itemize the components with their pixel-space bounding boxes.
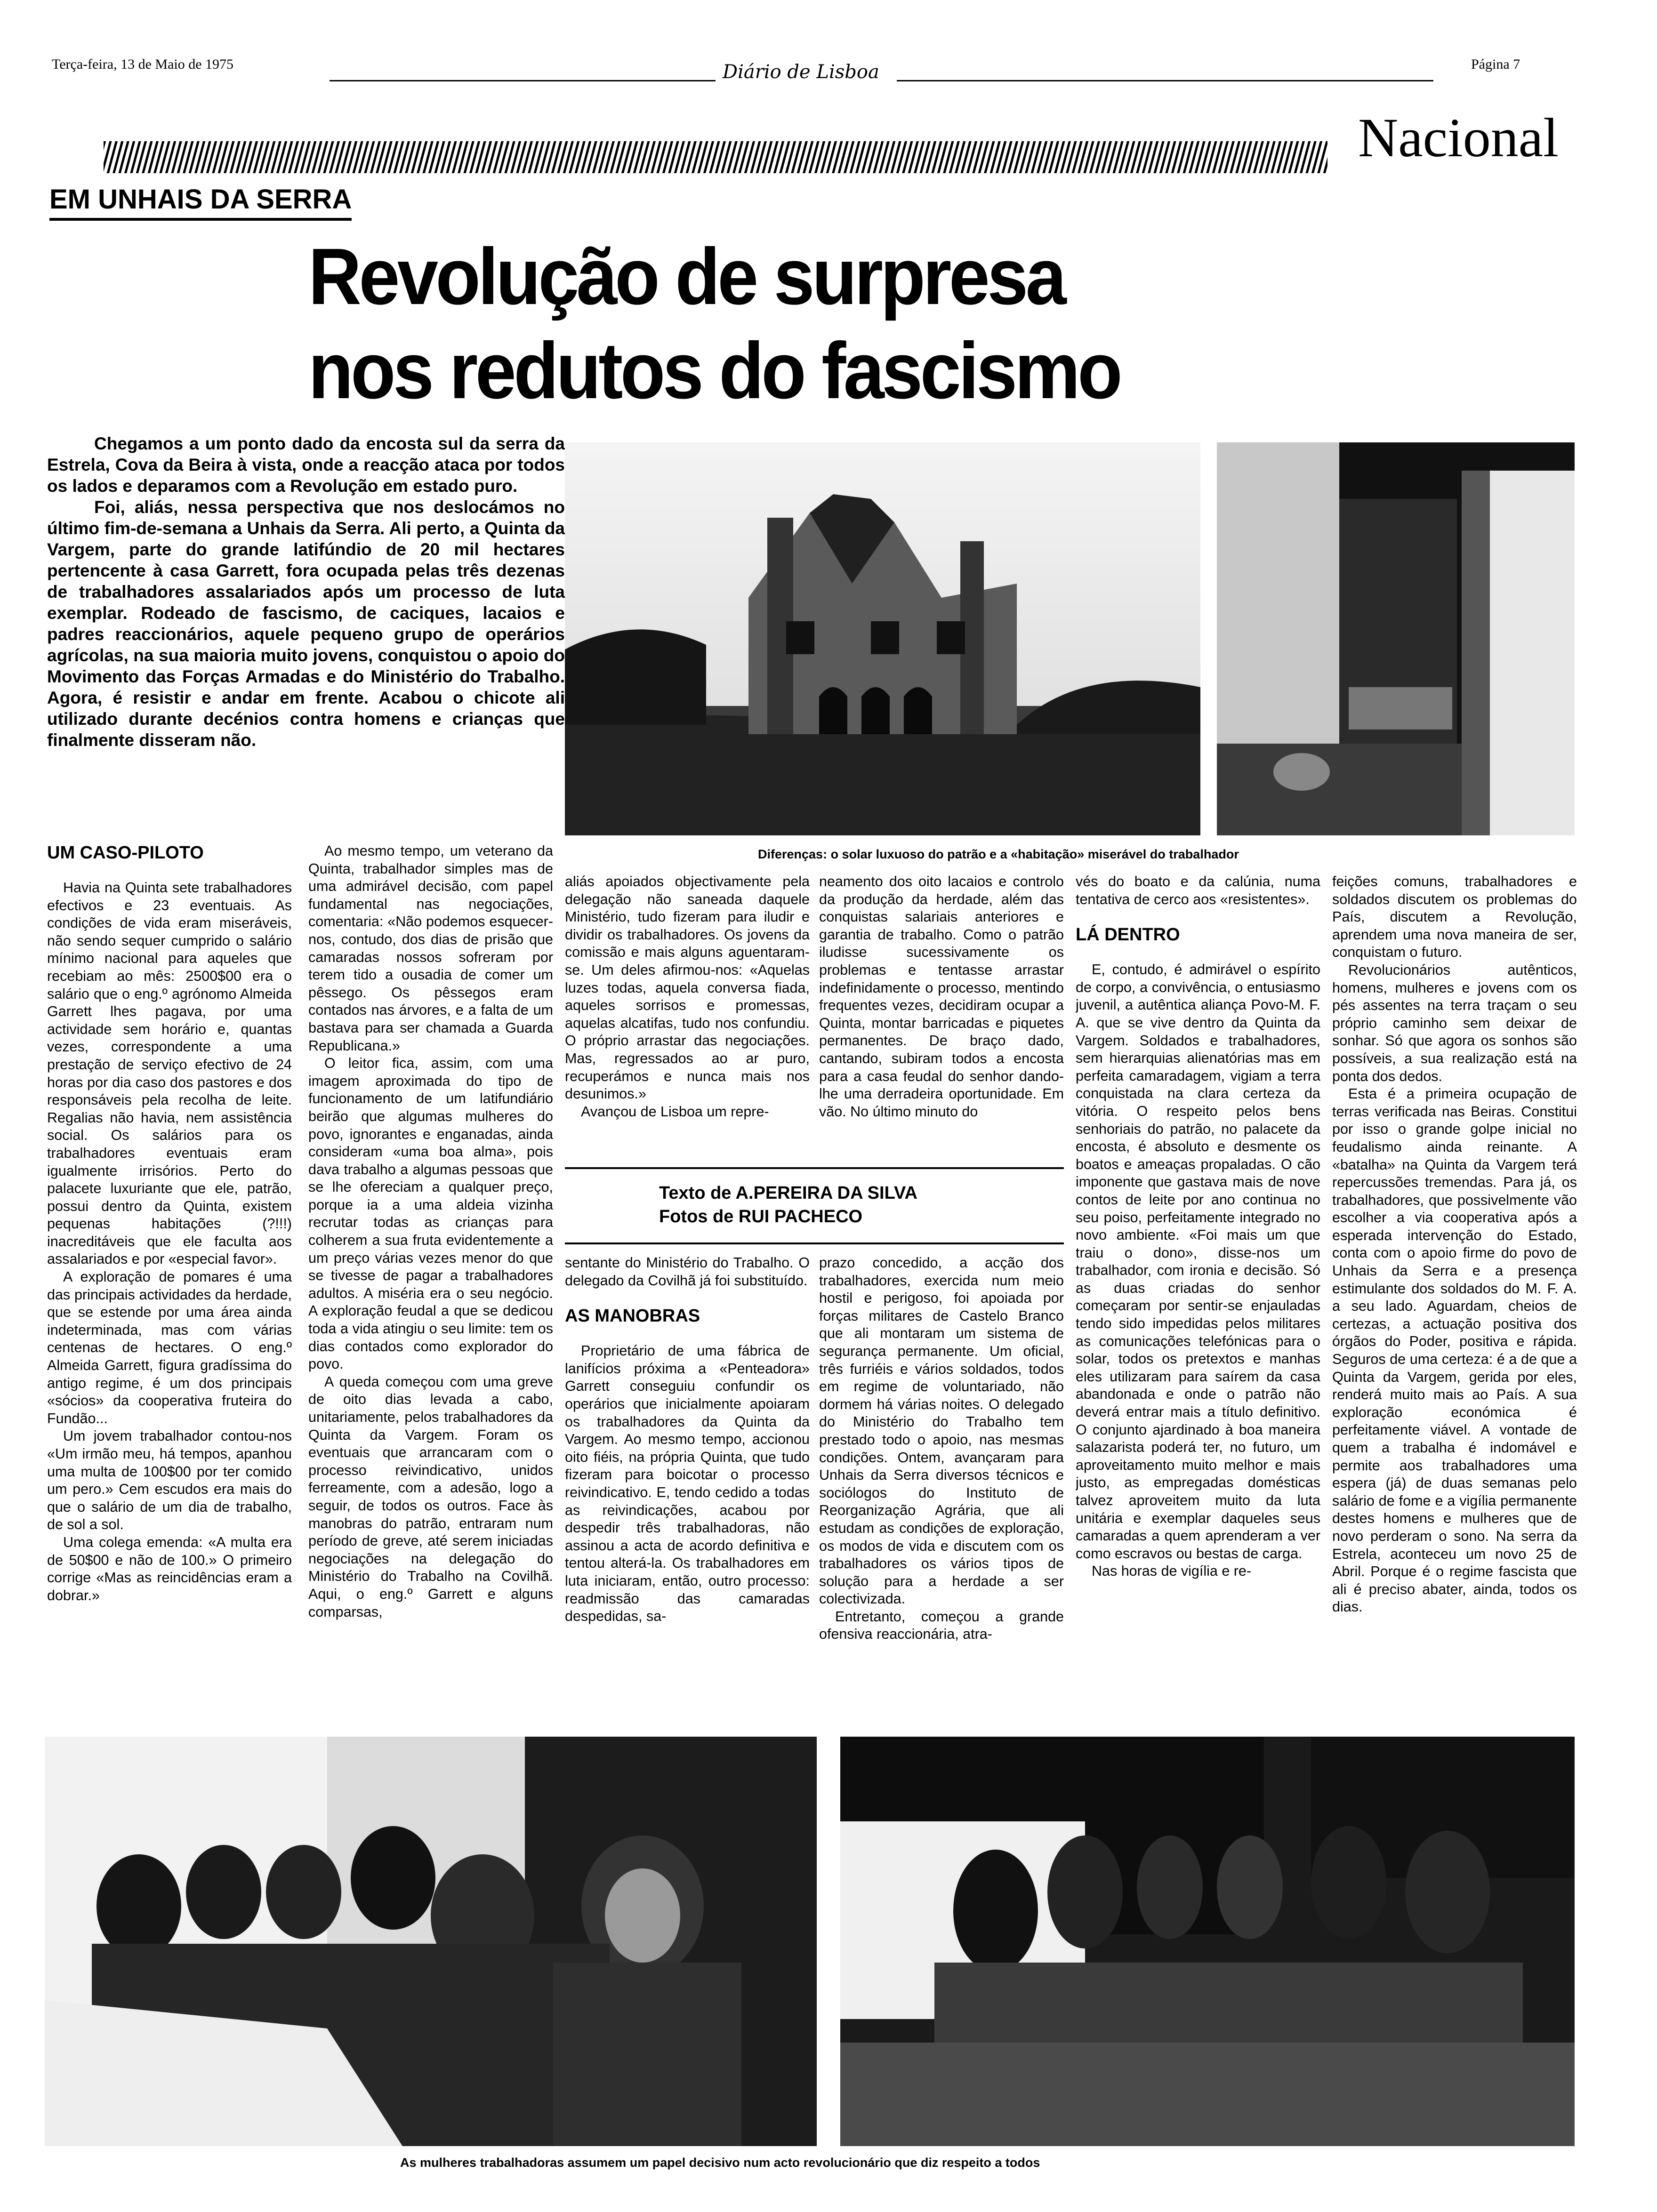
headline-line-1: Revolução de surpresa: [308, 232, 1064, 321]
lead-paragraph: Chegamos a um ponto dado da encosta sul da serra da Estrela, Cova da Beira à vista, onde a reacção ataca por todos os lados e deparamos com a Revolução em estado puro.: [47, 434, 565, 496]
paragraph: prazo concedido, a acção dos trabalhadores, exercida num meio hostil e perigoso, foi apoiada por forças militares de Castelo Branco que ali montaram um sistema de segurança permanente. Um oficial, três furriéis e vários soldados, todos em regime de voluntariado, não dormem há várias noites. O delegado do Ministério do Trabalho tem prestado todo o apoio, nas mesmas condições. Ontem, avançaram para Unhais da Serra diversos técnicos e sociólogos do Instituto de Reorganização Agrária, que ali estudam as condições de exploração, os modos de vida e discutem com os trabalhadores os vários tipos de solução para a herdade a ser colectivizada.: [819, 1255, 1064, 1607]
paragraph: Nas horas de vigília e re-: [1092, 1563, 1252, 1579]
credits-rule-bottom: [565, 1242, 1064, 1244]
column-2: [308, 842, 553, 1713]
text-credit: Texto de A.PEREIRA DA SILVA: [659, 1183, 917, 1203]
paragraph: aliás apoiados objectivamente pela delegação não saneada daquele Ministério, tudo fizeram para iludir e dividir os trabalhadores. Os jovens da comissão e mais alguns aguentaram-se. Um deles afirmou-nos: «Aquelas luzes todas, aquela conversa fiada, aqueles sorrisos e promessas, aquelas alcatifas, tudo nos confundiu. O próprio arrastar das negociações. Mas, regressados ao ar puro, recuperámos e nunca mais nos desunimos.»: [565, 874, 810, 1102]
lead-paragraph: Foi, aliás, nessa perspectiva que nos deslocámos no último fim-de-semana a Unhais da Serra. Ali perto, a Quinta da Vargem, parte do grande latifúndio de 20 mil hectares pertencente à casa Garrett, fora ocupada pelas três dezenas de trabalhadores assalariados após um processo de luta exemplar. Rodeado de fascismo, de caciques, lacaios e padres reaccionários, aquele pequeno grupo de operários agrícolas, na sua maioria muito jovens, conquistou o apoio do Movimento das Forças Armadas e do Ministério do Trabalho. Agora, é resistir e andar em frente. Acabou o chicote ali utilizado durante decénios contra homens e crianças que finalmente disseram não.: [47, 497, 565, 750]
paragraph: Revolucionários autênticos, homens, mulheres e jovens com os pés assentes na terra traçam o seu próprio caminho sem deixar de sonhar. Só que agora os sonhos são possíveis, a sua realização está na ponta dos dedos.: [1332, 962, 1577, 1084]
top-photo-caption: Diferenças: o solar luxuoso do patrão e a «habitação» miserável do trabalhador: [758, 847, 1239, 861]
paragraph: neamento dos oito lacaios e controlo da produção da herdade, além das conquistas salariais anteriores e garantia de trabalho. Como o patrão iludisse sucessivamente os problemas e tentasse arrastar indefinidamente o processo, mentindo frequentes vezes, decidiram ocupar a Quinta, montar barricadas e piquetes permanentes. De braço dado, cantando, subiram todos a encosta para a casa feudal do senhor dando-lhe uma derradeira oportunidade. Em vão. No último minuto do: [819, 874, 1064, 1120]
kicker: EM UNHAIS DA SERRA: [49, 184, 352, 221]
issue-date: Terça-feira, 13 de Maio de 1975: [52, 56, 234, 72]
manor-house-photo: [565, 442, 1200, 835]
credits-box: [659, 1181, 1054, 1228]
masthead-rule-left: [330, 80, 716, 81]
column-3-bottom: [565, 1254, 810, 1715]
paragraph: A exploração de pomares é uma das principais actividades da herdade, que se estende por uma área ainda indeterminada, mas com várias centenas de hectares. O eng.º Almeida Garrett, figura gradíssima do antigo regime, é um dos principais «sócios» da cooperativa fruteira do Fundão...: [47, 1269, 292, 1427]
paragraph: E, contudo, é admirável o espírito de corpo, a convivência, o entusiasmo juvenil, a autêntica aliança Povo-M. F. A. que se vive dentro da Quinta da Vargem. Soldados e trabalhadores, sem hierarquias alienatórias mas em perfeita camaradagem, vigiam a terra conquistada na clara certeza da vitória. O respeito pelos bens senhoriais do patrão, no palacete da encosta, é absoluto e desmente os boatos e ameaças propaladas. O cão imponente que gastava mais de nove contos de leite por ano continua no seu poiso, perfeitamente integrado no novo ambiente. «Foi mais um que traiu o dono», disse-nos um trabalhador, com ironia e decisão. Só as duas criadas do senhor começaram por sentir-se enjauladas tendo sido impedidas pelos militares as comunicações telefónicas para o solar, todos os pretextos e manhas eles utilizaram para saírem da casa abandonada e onde o patrão não deverá entrar mais a título definitivo. O conjunto ajardinado à boa maneira salazarista poderá ter, no futuro, um aproveitamento muito melhor e mais justo, as empregadas domésticas talvez aproveitem muito da luta unitária e exemplar daqueles seus camaradas a quem aprenderam a ver como escravos ou bestas de carga.: [1076, 962, 1320, 1562]
paragraph: Havia na Quinta sete trabalhadores efectivos e 23 eventuais. As condições de vida eram miseráveis, não sendo sequer cumprido o salário mínimo nacional para aqueles que recebiam ao mês: 2500$00 era o salário que o eng.º agrónomo Almeida Garrett lhes pagava, por uma actividade sem horário e, quantas vezes, correspondente a uma prestação de serviço efectivo de 24 horas por dia caso dos pastores e dos responsáveis pela recolha de leite. Regalias não havia, nem assistência social. Os salários para os trabalhadores eventuais eram igualmente irrisórios. Perto do palacete luxuriante que ele, patrão, possui dentro da Quinta, existem pequenas habitações (?!!!) inacreditáveis que ele faculta aos assalariados e por «especial favor».: [47, 880, 292, 1267]
paragraph: Esta é a primeira ocupação de terras verificada nas Beiras. Constitui por isso o grande golpe inicial no feudalismo ainda reinante. A «batalha» na Quinta da Vargem terá repercussões tremendas. Para já, os trabalhadores, que possivelmente vão escolher a via cooperativa após a esperada intervenção do Estado, conta com o apoio firme do povo de Unhais da Serra e a presença estimulante dos soldados do M. F. A. a seu lado. Aguardam, cheios de certezas, a actuação positiva dos órgãos do Poder, positiva e rápida. Seguros de uma certeza: é a de que a Quinta da Vargem, gerida por eles, renderá muito mais ao País. A sua exploração económica é perfeitamente viável. A vontade de quem a trabalha é indomável e permite aos trabalhadores uma espera (já) de duas semanas pelo salário de fome e a vigília permanente destes homens e mulheres que de novo perderam o sono. Na serra da Estrela, aconteceu um novo 25 de Abril. Porque é o regime fascista que ali é preciso abater, ainda, todos os dias.: [1332, 1086, 1577, 1615]
column-4-bottom: [819, 1254, 1064, 1715]
subhead-caso-piloto: UM CASO-PILOTO: [47, 843, 204, 863]
paragraph: Uma colega emenda: «A multa era de 50$00 e não de 100.» O primeiro corrige «Mas as reincidências eram a dobrar.»: [47, 1534, 292, 1603]
subhead-as-manobras: AS MANOBRAS: [565, 1306, 700, 1326]
bottom-photo-caption: As mulheres trabalhadoras assumem um papel decisivo num acto revolucionário que diz respeito a todos: [400, 2156, 1040, 2170]
headline-line-2: nos redutos do fascismo: [308, 326, 1120, 416]
paragraph: vés do boato e da calúnia, numa tentativa de cerco aos «resistentes».: [1076, 874, 1320, 907]
masthead-title: Diário de Lisboa: [723, 61, 879, 83]
column-6: [1332, 873, 1577, 1715]
masthead-rule-right: [897, 80, 1433, 81]
lead-paragraphs: [47, 433, 565, 751]
women-workers-photo: [45, 1737, 817, 2146]
subhead-la-dentro: LÁ DENTRO: [1076, 925, 1180, 945]
worker-dwelling-photo: [1217, 442, 1575, 835]
paragraph: Avançou de Lisboa um repre-: [581, 1103, 769, 1120]
column-1: [47, 842, 292, 1713]
credits-rule-top: [565, 1167, 1064, 1169]
column-5: [1076, 873, 1320, 1715]
paragraph: sentante do Ministério do Trabalho. O delegado da Covilhã já foi substituído.: [565, 1255, 810, 1289]
soldiers-and-workers-photo: [840, 1737, 1575, 2146]
page-number: Página 7: [1471, 56, 1520, 72]
photo-credit: Fotos de RUI PACHECO: [659, 1207, 863, 1226]
section-hatch-bar: [104, 141, 1327, 173]
paragraph: Um jovem trabalhador contou-nos «Um irmão meu, há tempos, apanhou uma multa de 100$00 por ter comido um pero.» Cem escudos era mais do que o salário de um dia de trabalho, de sol a sol.: [47, 1428, 292, 1533]
column-3-top: [565, 873, 810, 1155]
column-4-top: [819, 873, 1064, 1155]
paragraph: A queda começou com uma greve de oito dias levada a cabo, unitariamente, pelos trabalhadores da Quinta da Vargem. Foram os eventuais que arrancaram com o processo reivindicativo, unidos ferreamente, com a adesão, logo a seguir, de todos os outros. Face às manobras do patrão, entraram num período de greve, até serem iniciadas negociações na delegação do Ministério do Trabalho na Covilhã. Aqui, o eng.º Garrett e alguns comparsas,: [308, 1373, 553, 1620]
paragraph: feições comuns, trabalhadores e soldados discutem os problemas do País, discutem a Revolução, aprendem uma nova maneira de ser, conquistam o futuro.: [1332, 874, 1577, 961]
paragraph: Ao mesmo tempo, um veterano da Quinta, trabalhador simples mas de uma admirável decisão, com papel fundamental nas negociações, comentaria: «Não podemos esquecer-nos, contudo, dos dias de prisão que camaradas nossos sofreram por terem tido a ousadia de comer um pêssego. Os pêssegos eram contados nas árvores, e a falta de um bastava para ser chamada a Guarda Republicana.»: [308, 843, 553, 1054]
paragraph: O leitor fica, assim, com uma imagem aproximada do tipo de funcionamento de um latifundiário beirão que algumas mulheres do povo, ignorantes e enganadas, ainda consideram «uma boa alma», pois dava trabalho a algumas pessoas que se lhe ofereciam a qualquer preço, porque ia a uma aldeia vizinha recrutar todas as crianças para colherem a sua fruta evidentemente a um preço várias vezes menor do que se tivesse de pagar a trabalhadores adultos. A miséria era o seu negócio. A exploração feudal a que se dedicou toda a vida atingiu o seu limite: tem os dias contados como explorador do povo.: [308, 1055, 553, 1372]
section-title: Nacional: [1358, 107, 1559, 168]
paragraph: Entretanto, começou a grande ofensiva reaccionária, atra-: [819, 1608, 1064, 1643]
paragraph: Proprietário de uma fábrica de lanifícios próxima a «Penteadora» Garrett conseguiu confundir os operários que inicialmente apoiaram os trabalhadores da Quinta da Vargem. Ao mesmo tempo, accionou oito fiéis, na própria Quinta, que tudo fizeram para boicotar o processo reivindicativo. E, tendo cedido a todas as reivindicações, acabou por despedir três trabalhadoras, não assinou a acta de acordo definitiva e tentou alterá-la. Os trabalhadores em luta iniciaram, então, outro processo: readmissão das camaradas despedidas, sa-: [565, 1343, 810, 1625]
